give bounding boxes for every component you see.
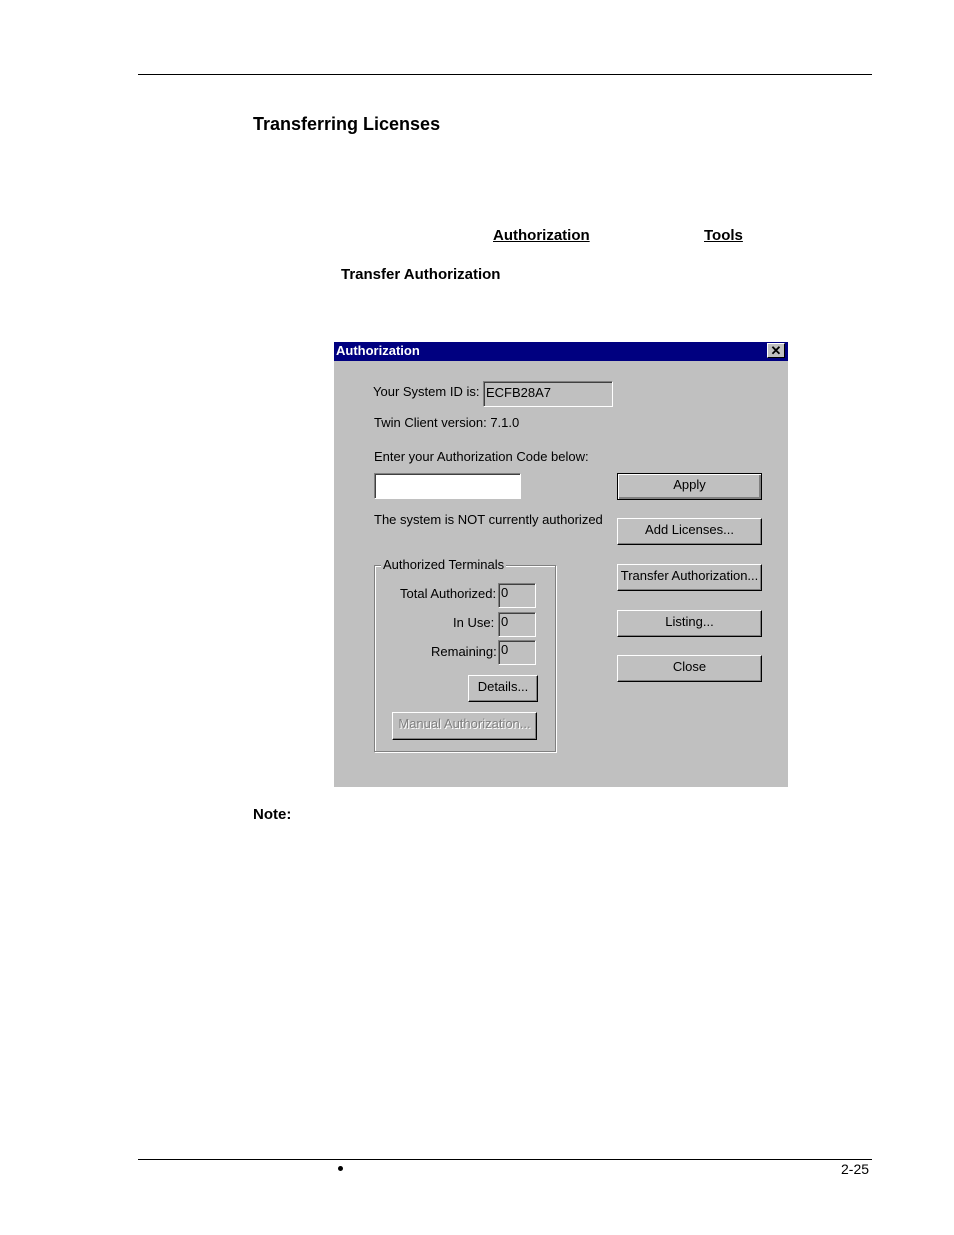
footer-rule: [138, 1159, 872, 1160]
in-use-field: 0: [498, 612, 536, 637]
remaining-label: Remaining:: [431, 644, 497, 659]
manual-authorization-button: Manual Authorization...: [392, 712, 537, 740]
auth-code-input[interactable]: [374, 473, 521, 499]
system-id-label: Your System ID is:: [373, 384, 480, 399]
page-number: 2-25: [841, 1161, 870, 1177]
system-id-field: ECFB28A7: [483, 381, 613, 407]
section-title: Transferring Licenses: [253, 114, 441, 134]
listing-button[interactable]: Listing...: [617, 610, 762, 637]
details-button[interactable]: Details...: [468, 675, 538, 702]
add-licenses-button[interactable]: Add Licenses...: [617, 518, 762, 545]
dialog-titlebar: [334, 342, 788, 361]
remaining-field: 0: [498, 640, 536, 665]
menu-reference-tools: Tools: [704, 227, 743, 244]
authorized-terminals-label: Authorized Terminals: [383, 557, 505, 572]
version-text: Twin Client version: 7.1.0: [374, 415, 520, 430]
authorization-dialog: [334, 342, 788, 787]
status-text: The system is NOT currently authorized: [374, 512, 603, 527]
note-label: Note:: [253, 806, 292, 823]
menu-reference-authorization: Authorization: [493, 227, 590, 244]
footer-bullet: [338, 1166, 343, 1171]
auth-code-label: Enter your Authorization Code below:: [374, 449, 589, 464]
in-use-label: In Use:: [453, 615, 495, 630]
transfer-authorization-button[interactable]: Transfer Authorization...: [617, 564, 762, 591]
close-icon[interactable]: ✕: [767, 343, 785, 358]
apply-button[interactable]: Apply: [617, 473, 762, 500]
close-button[interactable]: Close: [617, 655, 762, 682]
total-authorized-field: 0: [498, 583, 536, 608]
dialog-title: Authorization: [336, 343, 420, 358]
menu-item-reference: Transfer Authorization: [341, 266, 501, 283]
total-authorized-label: Total Authorized:: [400, 586, 497, 601]
header-rule: [138, 74, 872, 75]
